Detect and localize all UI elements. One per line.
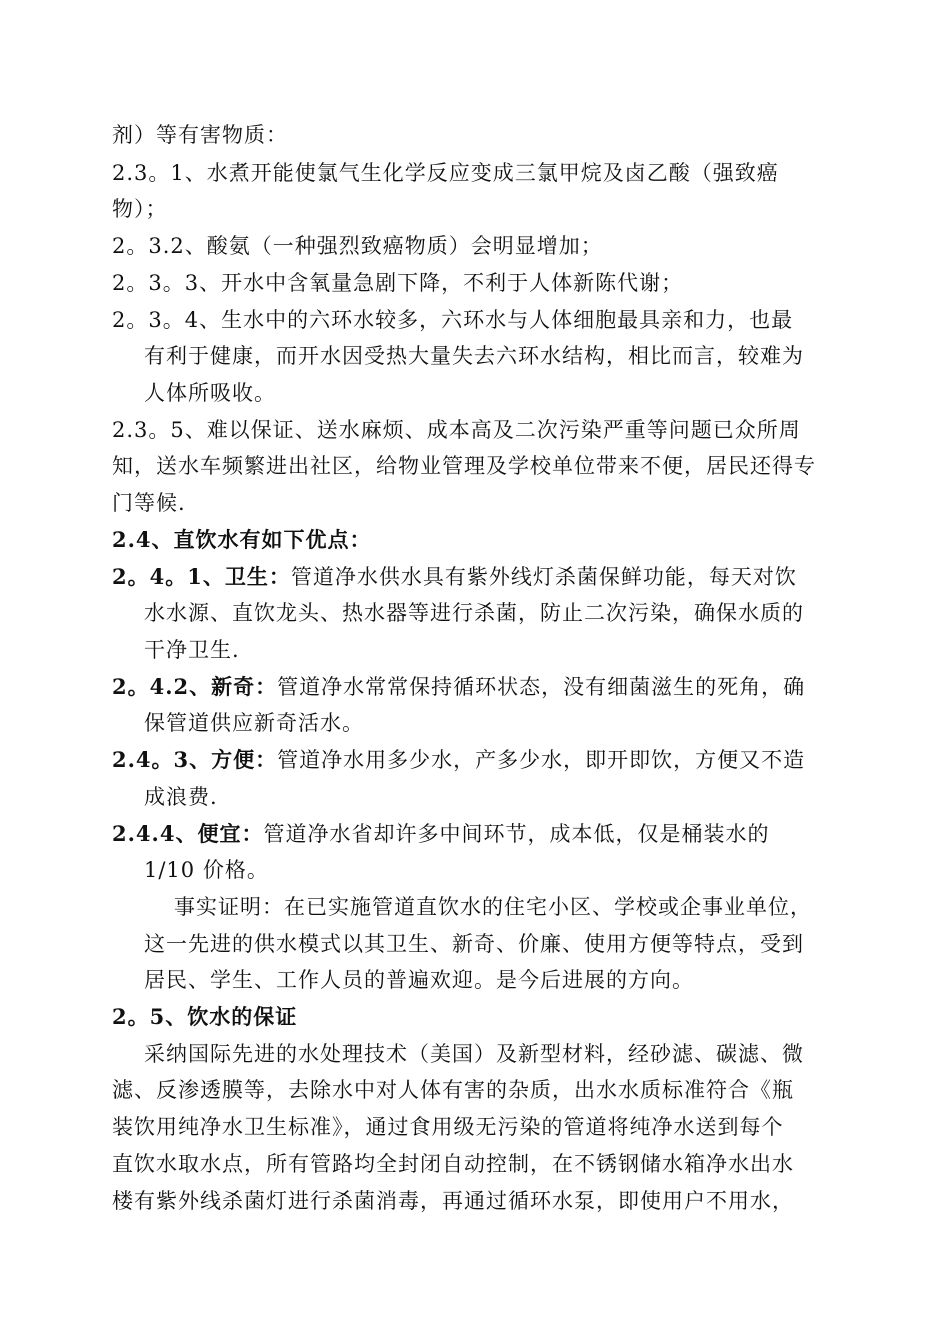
text-line: 2。3。4、生水中的六环水较多，六环水与人体细胞最具亲和力，也最	[112, 308, 794, 332]
item-body: 管道净水常常保持循环状态，没有细菌滋生的死角，确	[277, 675, 806, 699]
item-heading: 2.4.4、便宜：	[112, 821, 264, 846]
text-line: 物）；	[112, 197, 168, 221]
text-line: 保管道供应新奇活水。	[144, 711, 364, 735]
text-line: 居民、学生、工作人员的普遍欢迎。是今后进展的方向。	[144, 968, 694, 992]
text-line: 2.3。5、难以保证、送水麻烦、成本高及二次污染严重等问题已众所周	[112, 418, 801, 442]
text-line: 成浪费.	[144, 785, 218, 809]
text-line: 干净卫生.	[144, 638, 240, 662]
item-heading: 2。4.2、新奇：	[112, 674, 278, 699]
text-line: 2.3。1、水煮开能使氯气生化学反应变成三氯甲烷及卤乙酸（强致癌	[112, 161, 779, 185]
text-line: 有利于健康，而开水因受热大量失去六环水结构，相比而言，较难为	[144, 344, 804, 368]
text-line: 装饮用纯净水卫生标准》，通过食用级无污染的管道将纯净水送到每个	[112, 1115, 784, 1139]
text-line: 滤、反渗透膜等，去除水中对人体有害的杂质，出水水质标准符合《瓶	[112, 1078, 794, 1102]
text-line: 1/10 价格。	[144, 858, 269, 882]
item-heading: 2。4。1、卫生：	[112, 564, 291, 589]
text-line: 2。3。3、开水中含氧量急剧下降，不利于人体新陈代谢；	[112, 271, 684, 295]
text-line	[112, 745, 805, 775]
text-line: 2。3.2、酸氨（一种强烈致癌物质）会明显增加；	[112, 234, 603, 258]
item-body: 管道净水用多少水，产多少水，即开即饮，方便又不造	[277, 748, 806, 772]
text-line	[112, 819, 769, 849]
text-line: 楼有紫外线杀菌灯进行杀菌消毒，再通过循环水泵，即使用户不用水，	[112, 1189, 794, 1213]
text-line: 门等候.	[112, 491, 186, 515]
text-line	[112, 562, 797, 592]
item-body: 管道净水省却许多中间环节，成本低，仅是桶装水的	[263, 822, 770, 846]
text-line: 人体所吸收。	[144, 381, 276, 405]
item-body: 管道净水供水具有紫外线灯杀菌保鲜功能，每天对饮	[290, 565, 797, 589]
text-line: 这一先进的供水模式以其卫生、新奇、价廉、使用方便等特点，受到	[144, 932, 804, 956]
text-line: 事实证明：在已实施管道直饮水的住宅小区、学校或企事业单位，	[174, 895, 812, 919]
text-line: 直饮水取水点，所有管路均全封闭自动控制，在不锈钢储水箱净水出水	[112, 1152, 794, 1176]
section-heading: 2。5、饮水的保证	[112, 1004, 298, 1029]
text-line	[112, 672, 805, 702]
text-line: 知，送水车频繁进出社区，给物业管理及学校单位带来不便，居民还得专	[112, 454, 816, 478]
text-line: 采纳国际先进的水处理技术（美国）及新型材料，经砂滤、碳滤、微	[144, 1042, 804, 1066]
item-heading: 2.4。3、方便：	[112, 747, 278, 772]
text-line: 剂）等有害物质：	[112, 123, 288, 147]
section-heading: 2.4、直饮水有如下优点：	[112, 527, 372, 552]
text-line: 水水源、直饮龙头、热水器等进行杀菌，防止二次污染，确保水质的	[144, 601, 804, 625]
